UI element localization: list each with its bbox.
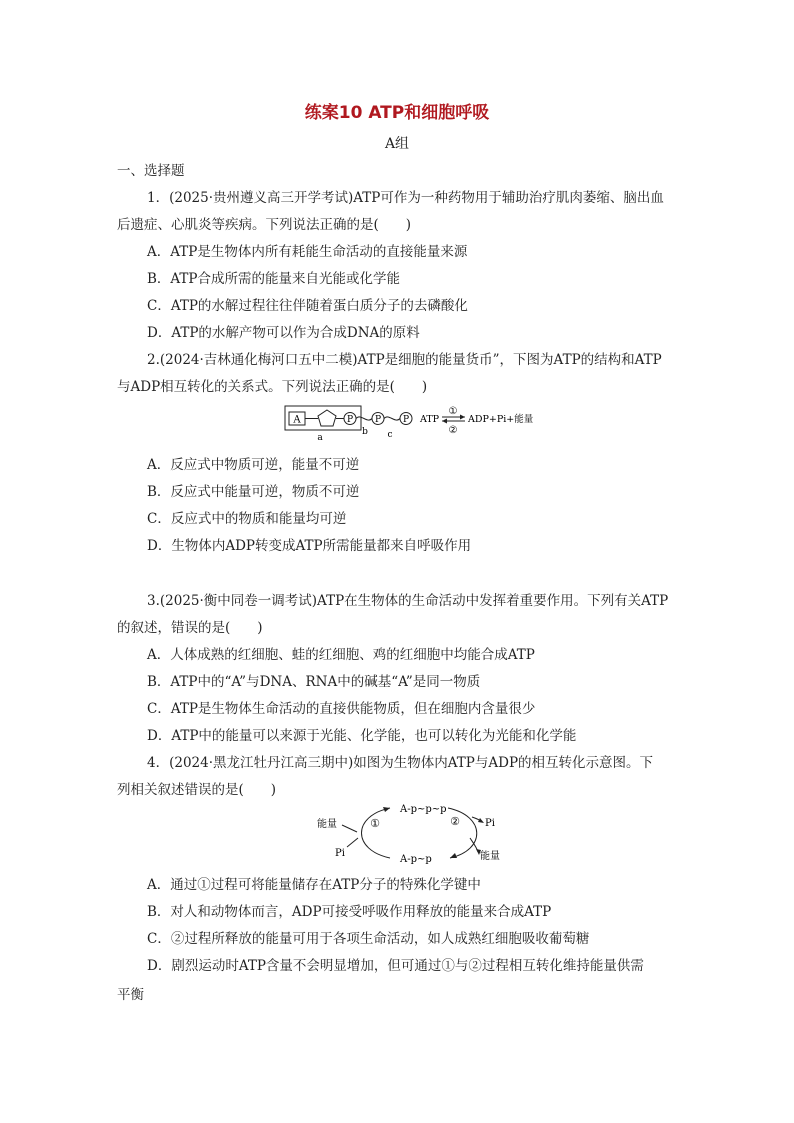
q2-option-a: A．反应式中物质可逆，能量不可逆 — [147, 457, 360, 473]
pi-input-label: Pi — [335, 848, 345, 859]
atp-structure-diagram — [284, 404, 544, 444]
ribose-pentagon — [318, 410, 336, 426]
q1-option-b: B．ATP合成所需的能量来自光能或化学能 — [147, 271, 401, 287]
q4-option-d-line2: 平衡 — [117, 987, 144, 1003]
bond-c — [384, 417, 400, 420]
svg-text:P: P — [402, 415, 410, 425]
atp-formula: A-p~p~p — [400, 804, 447, 815]
reaction-products: ADP+Pi+能量 — [468, 414, 534, 425]
q4-option-d-line1: D．剧烈运动时ATP含量不会明显增加，但可通过①与②过程相互转化维持能量供需 — [147, 958, 644, 974]
q3-option-c: C．ATP是生物体生命活动的直接供能物质，但在细胞内含量很少 — [147, 701, 536, 717]
label-b: b — [362, 427, 368, 437]
q1-option-a: A．ATP是生物体内所有耗能生命活动的直接能量来源 — [147, 244, 468, 260]
q4-option-c: C．②过程所释放的能量可用于各项生命活动，如人成熟红细胞吸收葡萄糖 — [147, 931, 590, 947]
energy-output-label: 能量 — [480, 851, 500, 862]
page-title: 练案10 ATP和细胞呼吸 — [304, 103, 490, 123]
reaction-atp: ATP — [420, 414, 440, 425]
adenine-label: A — [293, 414, 301, 426]
q4-option-a: A．通过①过程可将能量储存在ATP分子的特殊化学键中 — [147, 877, 481, 893]
energy-input-label: 能量 — [317, 819, 337, 830]
reaction-step-2: ② — [448, 425, 458, 436]
svg-text:P: P — [374, 415, 382, 425]
label-a: a — [317, 433, 323, 443]
q1-stem-line2: 后遗症、心肌炎等疾病。下列说法正确的是( ) — [117, 217, 412, 233]
q2-option-c: C．反应式中的物质和能量均可逆 — [147, 511, 347, 527]
q2-stem-line1: 2.(2024·吉林通化梅河口五中二模)ATP是细胞的能量货币”，下图为ATP的结构和ATP — [147, 352, 662, 368]
q3-option-a: A．人体成熟的红细胞、蛙的红细胞、鸡的红细胞中均能合成ATP — [147, 647, 535, 663]
q1-option-c: C．ATP的水解过程往往伴随着蛋白质分子的去磷酸化 — [147, 298, 468, 314]
process-1-arc — [362, 808, 391, 858]
q1-option-d: D．ATP的水解产物可以作为合成DNA的原料 — [147, 325, 420, 341]
pi-output-label: Pi — [485, 818, 495, 829]
q4-stem-line2: 列相关叙述错误的是( ) — [117, 782, 277, 798]
group-label: A组 — [384, 136, 410, 152]
q4-stem-line1: 4．(2024·黑龙江牡丹江高三期中)如图为生物体内ATP与ADP的相互转化示意图。下 — [147, 755, 654, 771]
step-1-label: ① — [370, 817, 380, 830]
label-c: c — [387, 430, 393, 440]
bond-b — [356, 417, 372, 420]
q3-option-d: D．ATP中的能量可以来源于光能、化学能，也可以转化为光能和化学能 — [147, 728, 577, 744]
svg-text:P: P — [346, 415, 354, 425]
q4-option-b: B．对人和动物体而言，ADP可接受呼吸作用释放的能量来合成ATP — [147, 904, 552, 920]
q2-option-b: B．反应式中能量可逆，物质不可逆 — [147, 484, 360, 500]
q3-option-b: B．ATP中的“A”与DNA、RNA中的碱基“A”是同一物质 — [147, 674, 481, 690]
q3-stem-line1: 3.(2025·衡中同卷一调考试)ATP在生物体的生命活动中发挥着重要作用。下列有关ATP — [147, 593, 669, 609]
adp-formula: A-p~p — [400, 854, 432, 865]
q1-stem-line1: 1．(2025·贵州遵义高三开学考试)ATP可作为一种药物用于辅助治疗肌肉萎缩、脑出血 — [147, 190, 664, 206]
step-2-label: ② — [450, 815, 460, 828]
atp-adp-cycle-diagram — [310, 800, 510, 868]
section-heading: 一、选择题 — [117, 163, 185, 179]
reaction-step-1: ① — [448, 406, 458, 417]
q2-option-d: D．生物体内ADP转变成ATP所需能量都来自呼吸作用 — [147, 538, 472, 554]
q3-stem-line2: 的叙述，错误的是( ) — [117, 620, 263, 636]
q2-stem-line2: 与ADP相互转化的关系式。下列说法正确的是( ) — [117, 379, 428, 395]
